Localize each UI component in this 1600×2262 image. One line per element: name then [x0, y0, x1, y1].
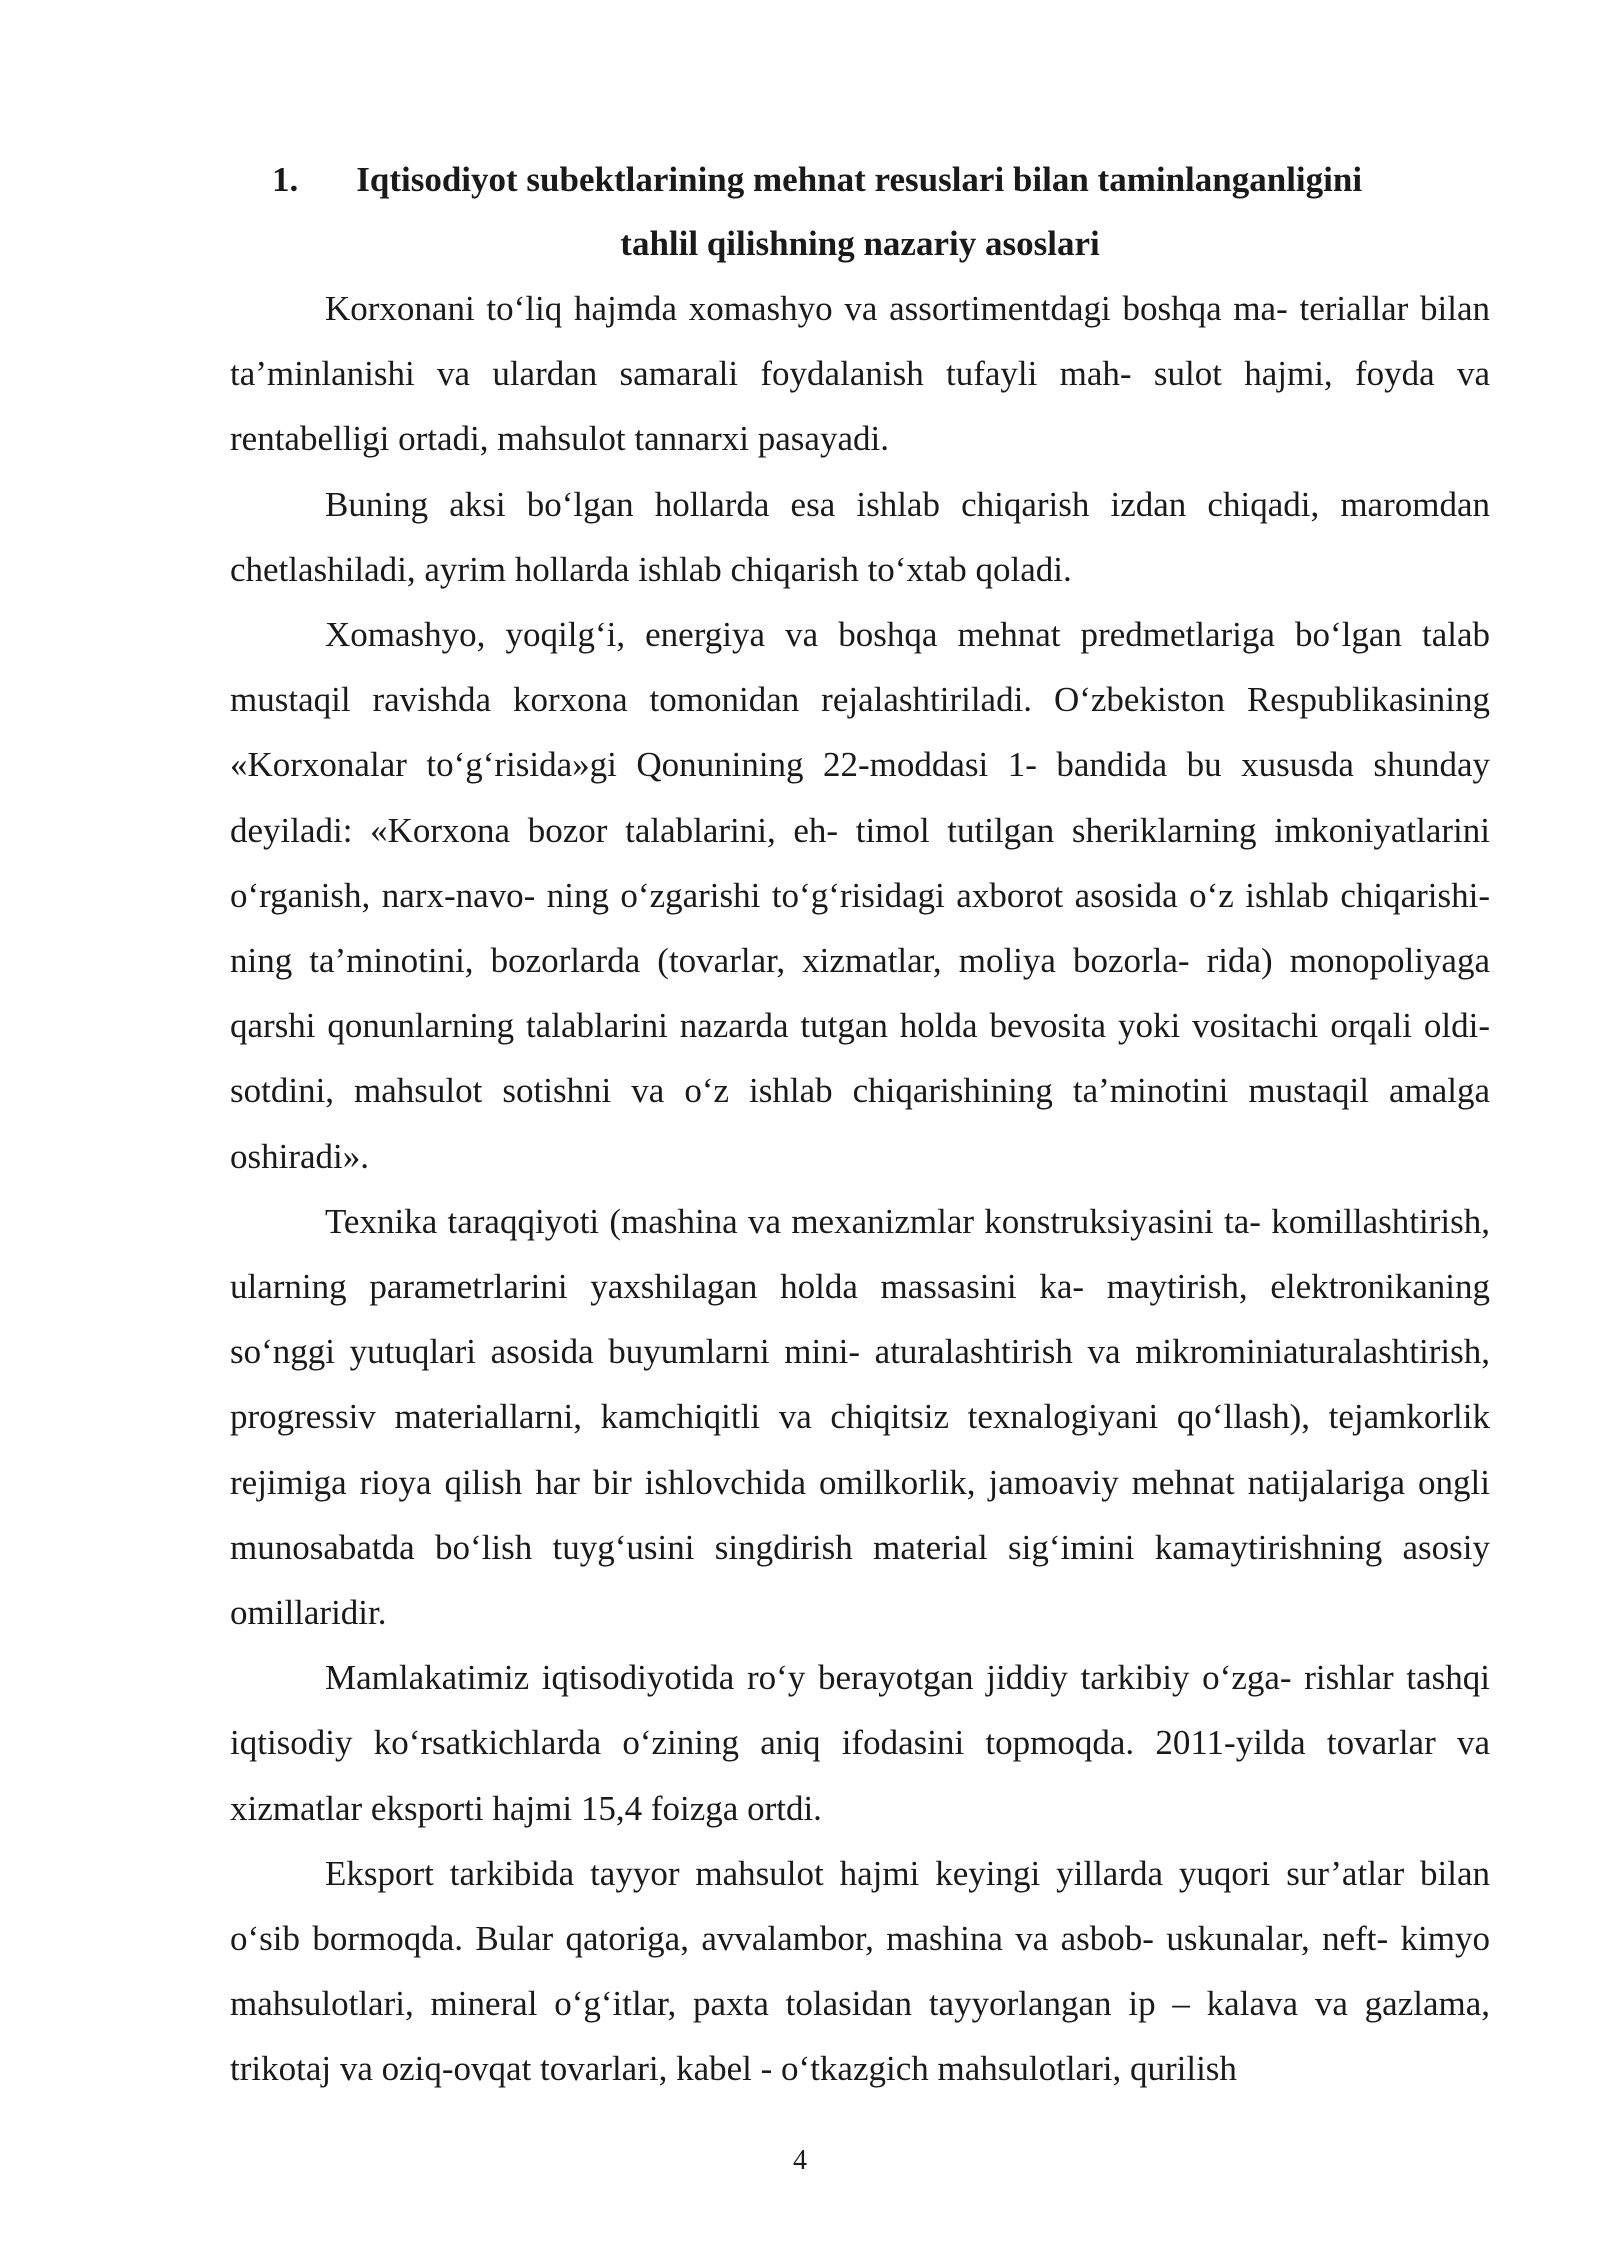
heading-title-line-2: tahlil qilishning nazariy asoslari: [620, 224, 1100, 263]
heading-title-line-1: Iqtisodiyot subektlarining mehnat resuslari bilan taminlanganligini: [356, 160, 1363, 199]
paragraph-5: Mamlakatimiz iqtisodiyotida ro‘y berayotgan jiddiy tarkibiy o‘zga- rishlar tashqi iqtisodiy ko‘rsatkichlarda o‘zining aniq ifodasini topmoqda. 2011-yilda tovarlar va xizmatlar eksporti hajmi 15,4 foizga ortdi.: [230, 1658, 1490, 1828]
paragraph-6: Eksport tarkibida tayyor mahsulot hajmi keyingi yillarda yuqori sur’atlar bilan o‘sib bormoqda. Bular qatoriga, avvalambor, mashina va asbob- uskunalar, neft- kimyo mahsulotlari, mineral o‘g‘itlar, paxta tolasidan tayyorlangan ip – kalava va gazlama, trikotaj va oziq-ovqat tovarlari, kabel - o‘tkazgich mahsulotlari, qurilish: [230, 1853, 1490, 2089]
section-heading: [230, 148, 1490, 276]
page-number: 4: [793, 2145, 807, 2176]
paragraph-2: Buning aksi bo‘lgan hollarda esa ishlab chiqarish izdan chiqadi, maromdan chetlashiladi, ayrim hollarda ishlab chiqarish to‘xtab qoladi.: [230, 484, 1490, 589]
paragraph-1: Korxonani to‘liq hajmda xomashyo va assortimentdagi boshqa ma- teriallar bilan ta’minlanishi va ulardan samarali foydalanish tufayli mah- sulot hajmi, foyda va rentabelligi ortadi, mahsulot tannarxi pasayadi.: [230, 289, 1490, 459]
heading-line-1: [230, 148, 1490, 212]
heading-number: 1.: [272, 160, 299, 199]
page-content: [230, 148, 1490, 2102]
paragraph-3: Xomashyo, yoqilg‘i, energiya va boshqa mehnat predmetlariga bo‘lgan talab mustaqil ravishda korxona tomonidan rejalashtiriladi. O‘zbekiston Respublikasining «Korxonalar to‘g‘risida»gi Qonunining 22-moddasi 1- bandida bu xususda shunday deyiladi: «Korxona bozor talablarini, eh- timol tutilgan sheriklarning imkoniyatlarini o‘rganish, narx-navo- ning o‘zgarishi to‘g‘risidagi axborot asosida o‘z ishlab chiqarishi- ning ta’minotini, bozorlarda (tovarlar, xizmatlar, moliya bozorla- rida) monopoliyaga qarshi qonunlarning talablarini nazarda tutgan holda bevosita yoki vositachi orqali oldi-sotdini, mahsulot sotishni va o‘z ishlab chiqarishining ta’minotini mustaqil amalga oshiradi».: [230, 615, 1490, 1176]
paragraph-4: Texnika taraqqiyoti (mashina va mexanizmlar konstruksiyasini ta- komillashtirish, ularning parametrlarini yaxshilagan holda massasini ka- maytirish, elektronikaning so‘nggi yutuqlari asosida buyumlarni mini- aturalashtirish va mikrominiaturalashtirish, progressiv materiallarni, kamchiqitli va chiqitsiz texnalogiyani qo‘llash), tejamkorlik rejimiga rioya qilish har bir ishlovchida omilkorlik, jamoaviy mehnat natijalariga ongli munosabatda bo‘lish tuyg‘usini singdirish material sig‘imini kamaytirishning asosiy omillaridir.: [230, 1201, 1490, 1633]
